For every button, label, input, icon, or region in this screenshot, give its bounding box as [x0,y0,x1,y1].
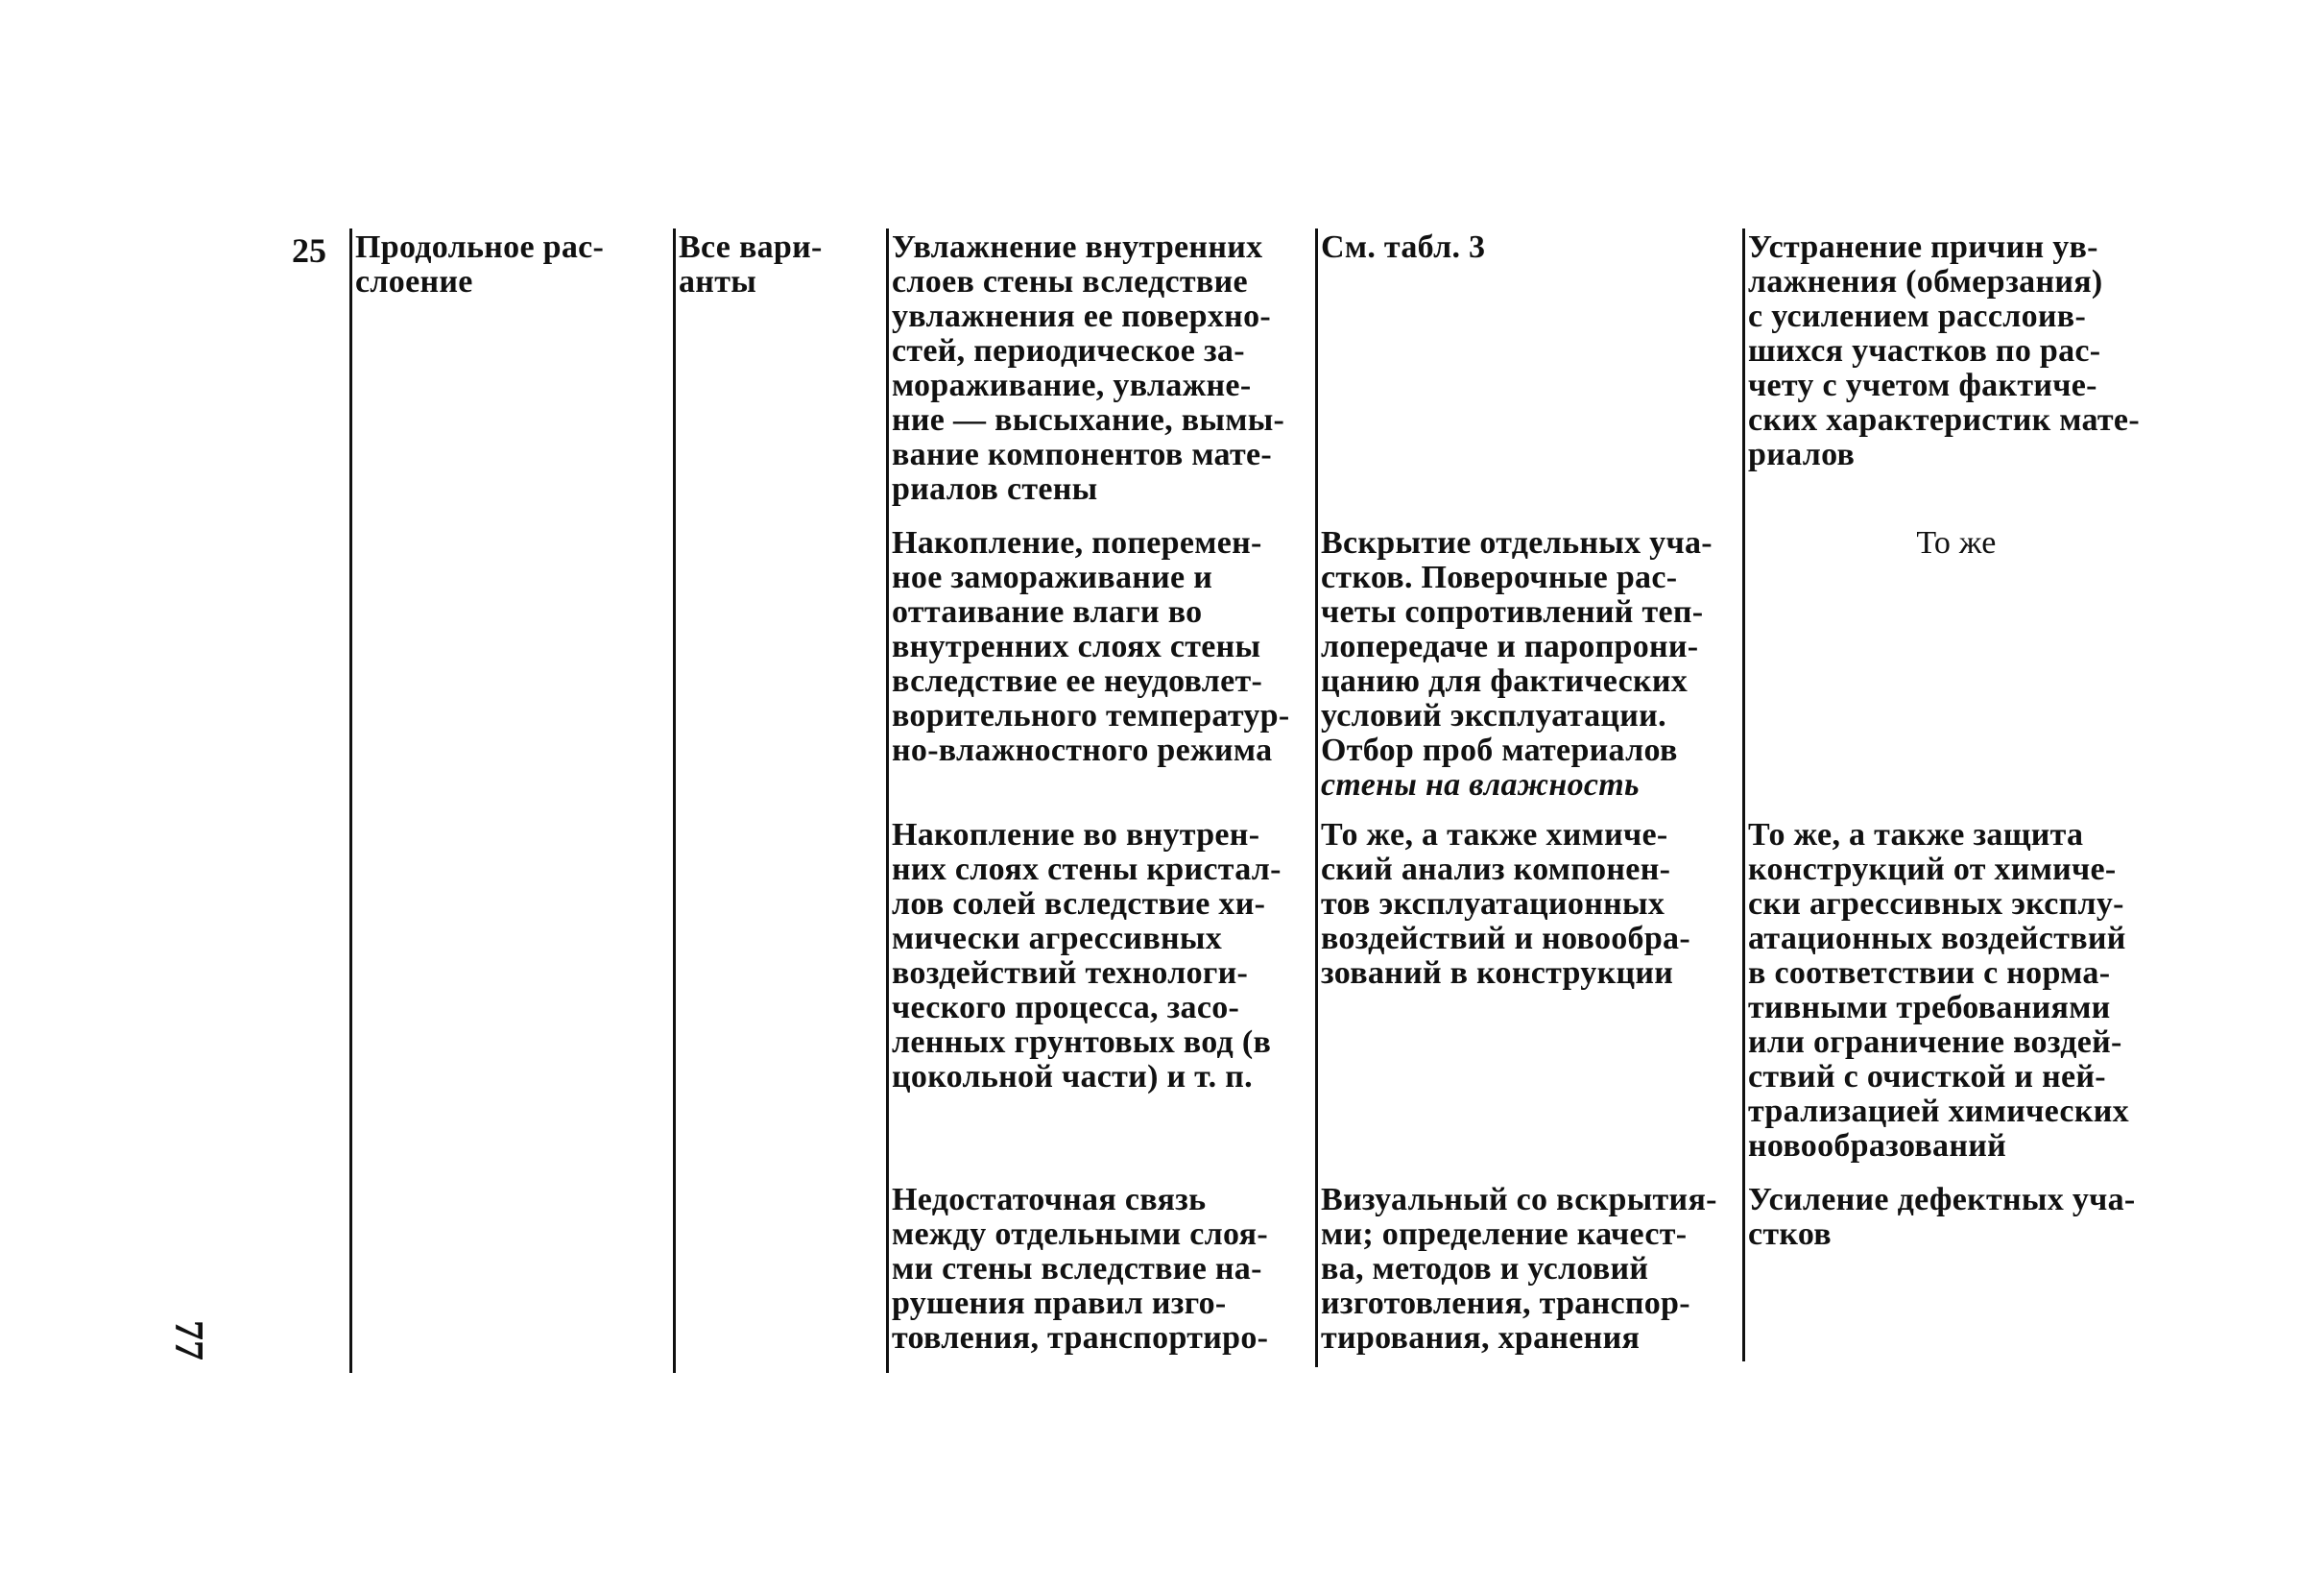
cause-line: вание компонентов мате- [892,437,1272,472]
column-rule-2 [673,229,676,1373]
check-line: ский анализ компонен- [1321,852,1671,887]
check-cell-3 [1321,818,1736,991]
remedy-line: конструкций от химиче- [1748,852,2117,887]
remedy-line: Усиление дефектных уча- [1748,1182,2136,1217]
column-rule-4 [1315,229,1318,1367]
check-line: стены на влажность [1321,767,1640,803]
cause-line: цокольной части) и т. п. [892,1059,1253,1095]
column-rule-1 [349,229,352,1373]
check-line: цанию для фактических [1321,663,1689,699]
remedy-line: или ограничение воздей- [1748,1024,2122,1060]
check-line: ва, методов и условий [1321,1251,1649,1287]
column-rule-3 [886,229,889,1373]
remedy-line: стков [1748,1216,1832,1252]
remedy-line: То же, а также защита [1748,817,2084,853]
remedy-line: риалов [1748,437,1856,472]
cause-line: ние — высыхание, вымы- [892,402,1285,438]
remedy-line: ствий с очисткой и ней- [1748,1059,2106,1095]
cause-line: Накопление, поперемен- [892,525,1262,561]
remedy-line: лажнения (обмерзания) [1748,264,2103,300]
cause-line: ческого процесса, засо- [892,990,1240,1025]
check-line: тов эксплуатационных [1321,886,1665,922]
defect-cell [355,230,643,300]
cause-line: ное замораживание и [892,560,1213,595]
remedy-line: чету с учетом фактиче- [1748,368,2097,403]
cause-cell-4 [892,1183,1310,1356]
remedy-line: с усилением расслоив- [1748,299,2087,334]
check-line: То же, а также химиче- [1321,817,1668,853]
remedy-cell-1 [1748,230,2165,472]
cause-line: товления, транспортиро- [892,1320,1269,1356]
cause-cell-2 [892,526,1310,768]
cause-line: Увлажнение внутренних [892,229,1263,265]
check-line: четы сопротивлений теп- [1321,594,1704,630]
cause-line: ми стены вследствие на- [892,1251,1262,1287]
check-line: лопередаче и паропрони- [1321,629,1699,664]
check-line: ми; определение качест- [1321,1216,1688,1252]
check-line: зований в конструкции [1321,955,1674,991]
remedy-cell-3 [1748,818,2165,1164]
check-line: Отбор проб материалов [1321,733,1678,768]
cause-line: них слоях стены кристал- [892,852,1282,887]
page-number: 77 [166,1320,210,1360]
cause-line: внутренних слоях стены [892,629,1261,664]
remedy-line: То же [1916,525,1997,561]
cause-line: лов солей вследствие хи- [892,886,1266,922]
remedy-cell-2 [1748,526,2165,561]
cause-line: но-влажностного режима [892,733,1273,768]
variant-line: Все вари- [679,229,823,265]
cause-line: слоев стены вследствие [892,264,1248,300]
check-line: воздействий и новообра- [1321,921,1690,956]
check-cell-1 [1321,230,1736,265]
cause-line: риалов стены [892,471,1098,507]
check-line: условий эксплуатации. [1321,698,1666,734]
cause-line: между отдельными слоя- [892,1216,1268,1252]
remedy-line: в соответствии с норма- [1748,955,2111,991]
remedy-line: атационных воздействий [1748,921,2126,956]
variant-line: анты [679,264,757,300]
remedy-line: шихся участков по рас- [1748,333,2101,369]
cause-line: воздействий технологи- [892,955,1249,991]
cause-cell-1 [892,230,1310,507]
check-line: изготовления, транспор- [1321,1286,1690,1321]
check-line: тирования, хранения [1321,1320,1641,1356]
check-line: Визуальный со вскрытия- [1321,1182,1717,1217]
variant-cell [679,230,871,300]
remedy-line: тивными требованиями [1748,990,2111,1025]
remedy-line: ски агрессивных эксплу- [1748,886,2124,922]
cause-line: Накопление во внутрен- [892,817,1260,853]
defect-line: Продольное рас- [355,229,605,265]
row-number: 25 [292,231,326,270]
column-rule-5 [1742,229,1745,1361]
remedy-cell-4 [1748,1183,2165,1252]
check-line: Вскрытие отдельных уча- [1321,525,1713,561]
remedy-line: ских характеристик мате- [1748,402,2140,438]
cause-line: Недостаточная связь [892,1182,1207,1217]
cause-line: мически агрессивных [892,921,1223,956]
cause-line: ленных грунтовых вод (в [892,1024,1272,1060]
check-line: См. табл. 3 [1321,229,1486,265]
cause-line: увлажнения ее поверхно- [892,299,1271,334]
check-cell-4 [1321,1183,1736,1356]
check-cell-2 [1321,526,1736,803]
cause-line: стей, периодическое за- [892,333,1245,369]
cause-cell-3 [892,818,1310,1095]
check-line: стков. Поверочные рас- [1321,560,1678,595]
cause-line: мораживание, увлажне- [892,368,1252,403]
cause-line: ворительного температур- [892,698,1290,734]
defect-line: слоение [355,264,473,300]
remedy-line: трализацией химических [1748,1094,2129,1129]
remedy-line: новообразований [1748,1128,2007,1164]
remedy-line: Устранение причин ув- [1748,229,2098,265]
cause-line: рушения правил изго- [892,1286,1227,1321]
cause-line: вследствие ее неудовлет- [892,663,1263,699]
cause-line: оттаивание влаги во [892,594,1203,630]
